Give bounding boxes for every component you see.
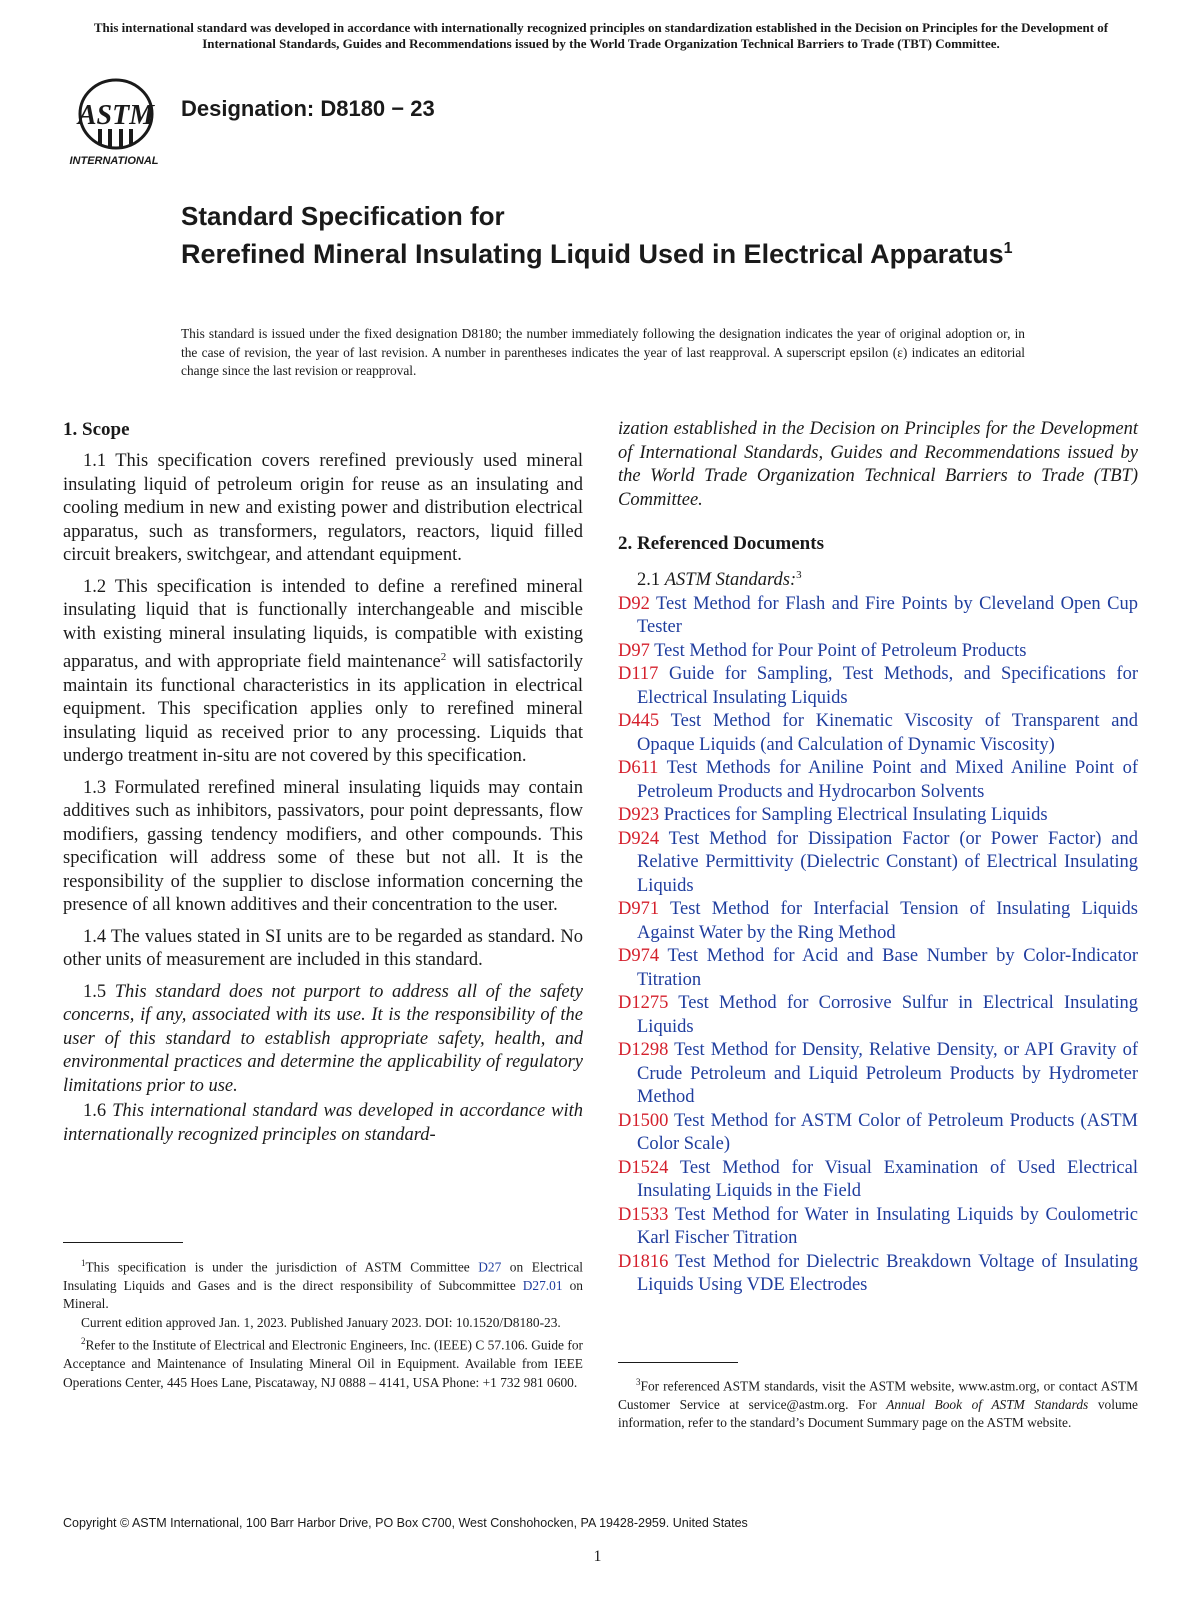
para-1-1: 1.1 This specification covers rerefined previously used mineral insulating liquid of petroleum origin for reuse as an insulating and cooling medium in new and existing power and distribution electrical apparatus, such as transformers, regulators, reactors, liquid filled circuit breakers, switchgear, and attendant equipment. — [63, 451, 583, 565]
issuance-note: This standard is issued under the fixed designation D8180; the number immediately following the designation indicates the year of original adoption or, in the case of revision, the year of last revision. A number in parentheses indicates the year of last reapproval. A superscript epsilon (ε) indicates an editorial change since the last revision or reapproval. — [181, 326, 1025, 378]
reference-title-link[interactable]: Test Method for Corrosive Sulfur in Electrical Insulating Liquids — [637, 993, 1138, 1037]
footnote-rule-left — [63, 1242, 183, 1243]
para-1-5: 1.5 This standard does not purport to address all of the safety concerns, if any, associated with its use. It is the responsibility of the user of this standard to establish appropriate safety, health, and environmental practices and determine the applicability of regulatory limitations prior to use. — [63, 981, 583, 1096]
reference-title-link[interactable]: Test Method for Density, Relative Density, or API Gravity of Crude Petroleum and Liquid Petroleum Products by Hydrometer Method — [637, 1040, 1138, 1108]
reference-item[interactable] — [618, 663, 1138, 710]
reference-title-link[interactable]: Test Method for ASTM Color of Petroleum Products (ASTM Color Scale) — [637, 1110, 1138, 1155]
reference-item[interactable] — [618, 898, 1138, 945]
reference-title-link[interactable]: Test Method for Pour Point of Petroleum Products — [649, 640, 1027, 661]
reference-item[interactable] — [618, 710, 1138, 757]
reference-code-link[interactable]: D923 — [618, 805, 660, 826]
reference-item[interactable] — [618, 1039, 1138, 1110]
reference-title-link[interactable]: Test Method for Flash and Fire Points by Cleveland Open Cup Tester — [637, 593, 1138, 638]
reference-code-link[interactable]: D974 — [618, 946, 660, 967]
reference-item[interactable] — [618, 804, 1138, 828]
reference-title-link[interactable]: Test Method for Acid and Base Number by Color-Indicator Titration — [637, 946, 1138, 990]
reference-code-link[interactable]: D1816 — [618, 1251, 669, 1272]
reference-code-link[interactable]: D971 — [618, 899, 660, 920]
reference-item[interactable] — [618, 1251, 1138, 1298]
scope-heading: 1. Scope — [63, 419, 130, 440]
reference-item[interactable] — [618, 992, 1138, 1039]
reference-code-link[interactable]: D1524 — [618, 1157, 669, 1178]
astm-logo — [64, 74, 164, 168]
reference-item[interactable] — [618, 1204, 1138, 1251]
reference-title-link[interactable]: Test Methods for Aniline Point and Mixed Aniline Point of Petroleum Products and Hydrocarbon Solvents — [637, 758, 1138, 802]
copyright-line: Copyright © ASTM International, 100 Barr Harbor Drive, PO Box C700, West Conshohocken, PA 19428-2959. United States — [63, 1516, 748, 1530]
para-1-6-continued: ization established in the Decision on Principles for the Development of International Standards, Guides and Recommendations issued by the World Trade Organization Technical Barriers to Trade (TBT) Committee. — [618, 419, 1138, 510]
footnote-rule-right — [618, 1362, 738, 1363]
footnote-ref-2: 2 — [440, 651, 447, 663]
title-line-2 — [181, 232, 1081, 271]
reference-code-link[interactable]: D1275 — [618, 993, 669, 1014]
footnotes-right — [618, 1373, 1138, 1433]
left-column — [63, 418, 583, 1155]
reference-code-link[interactable]: D1533 — [618, 1204, 669, 1225]
reference-title-link[interactable]: Test Method for Water in Insulating Liquids by Coulometric Karl Fischer Titration — [637, 1204, 1138, 1249]
reference-item[interactable] — [618, 828, 1138, 899]
title-line-1: Standard Specification for — [181, 201, 505, 231]
reference-code-link[interactable]: D1500 — [618, 1110, 669, 1131]
reference-title-link[interactable]: Test Method for Dissipation Factor (or Power Factor) and Relative Permittivity (Dielectric Constant) of Electrical Insulating Liquids — [637, 828, 1138, 896]
footnotes-left — [63, 1254, 583, 1392]
document-title — [181, 200, 1081, 271]
reference-item[interactable] — [618, 1110, 1138, 1157]
title-main: Rerefined Mineral Insulating Liquid Used in Electrical Apparatus — [181, 239, 1004, 269]
reference-list — [618, 593, 1138, 1298]
reference-code-link[interactable]: D611 — [618, 758, 659, 779]
reference-title-link[interactable]: Practices for Sampling Electrical Insulating Liquids — [659, 805, 1048, 826]
designation: Designation: D8180 − 23 — [181, 96, 435, 121]
reference-item[interactable] — [618, 945, 1138, 992]
reference-code-link[interactable]: D97 — [618, 640, 650, 661]
subcommittee-d27-01-link[interactable]: D27.01 — [522, 1277, 563, 1293]
astm-standards-subheading: 2.1 ASTM Standards:$^3$ — [637, 569, 802, 591]
reference-code-link[interactable]: D92 — [618, 593, 650, 614]
footnote-2: $^2$Refer to the Institute of Electrical and Electronic Engineers, Inc. (IEEE) C 57.106. Guide for Acceptance and Maintenance of Insulating Mineral Oil in Equipment. Available from IEEE Operations Center, 445 Hoes Lane, Piscataway, NJ 0888 – 4141, USA Phone: +1 732 981 0600. — [63, 1336, 583, 1390]
svg-text:ASTM: ASTM — [77, 100, 155, 131]
references-heading: 2. Referenced Documents — [618, 533, 824, 554]
footnote-1-edition: Current edition approved Jan. 1, 2023. Published January 2023. DOI: 10.1520/D8180-23. — [81, 1314, 561, 1330]
footnote-1: $^1$This specification is under the jurisdiction of ASTM Committee D27 on Electrical Insulating Liquids and Gases and is the direct responsibility of Subcommittee D27.01 on Mineral. — [63, 1258, 583, 1312]
para-1-4: 1.4 The values stated in SI units are to be regarded as standard. No other units of measurement are included in this standard. — [63, 926, 583, 971]
reference-code-link[interactable]: D1298 — [618, 1040, 669, 1061]
committee-d27-link[interactable]: D27 — [478, 1259, 502, 1275]
reference-code-link[interactable]: D445 — [618, 711, 660, 732]
right-column — [618, 418, 1138, 1298]
reference-title-link[interactable]: Guide for Sampling, Test Methods, and Specifications for Electrical Insulating Liquids — [637, 664, 1138, 708]
reference-title-link[interactable]: Test Method for Kinematic Viscosity of Transparent and Opaque Liquids (and Calculation of Dynamic Viscosity) — [637, 711, 1138, 755]
reference-item[interactable] — [618, 757, 1138, 804]
reference-title-link[interactable]: Test Method for Visual Examination of Used Electrical Insulating Liquids in the Field — [637, 1157, 1138, 1202]
page-number: 1 — [593, 1548, 602, 1565]
footnote-3: $^3$For referenced ASTM standards, visit the ASTM website, www.astm.org, or contact ASTM Customer Service at service@astm.org. For Annual Book of ASTM Standards volume information, refer to the standard’s Document Summary page on the ASTM website. — [618, 1377, 1138, 1431]
reference-title-link[interactable]: Test Method for Dielectric Breakdown Voltage of Insulating Liquids Using VDE Electrodes — [637, 1251, 1138, 1296]
reference-code-link[interactable]: D924 — [618, 828, 660, 849]
reference-code-link[interactable]: D117 — [618, 664, 659, 685]
reference-item[interactable] — [618, 1157, 1138, 1204]
wto-notice: This international standard was developed in accordance with internationally recognized principles on standardization established in the Decision on Principles for the Development of International Standards, Guides and Recommendations issued by the World Trade Organization Technical Barriers to Trade (TBT) Committee. — [93, 20, 1109, 51]
para-1-6: 1.6 This international standard was developed in accordance with internationally recognized principles on standard- — [63, 1101, 584, 1145]
svg-text:INTERNATIONAL: INTERNATIONAL — [69, 155, 159, 167]
title-footnote-mark: 1 — [1003, 240, 1013, 257]
reference-title-link[interactable]: Test Method for Interfacial Tension of Insulating Liquids Against Water by the Ring Method — [637, 899, 1138, 943]
para-1-2: 1.2 This specification is intended to define a rerefined mineral insulating liquid that is functionally interchangeable and miscible with existing mineral insulating liquids, is compatible with existing apparatus, and with appropriate field maintenance$^2$ will satisfactorily maintain its functional characteristics in its application in electrical equipment. This specification applies only to rerefined mineral insulating liquid as received prior to any processing. Liquids that undergo treatment in-situ are not covered by this specification. — [63, 576, 583, 767]
para-1-3: 1.3 Formulated rerefined mineral insulating liquids may contain additives such as inhibitors, passivators, pour point depressants, flow modifiers, gassing tendency modifiers, and other compounds. This specification will address some of these but not all. It is the responsibility of the supplier to disclose information concerning the presence of all known additives and their concentration to the user. — [63, 777, 583, 916]
astm-logo-icon — [64, 74, 164, 168]
reference-item[interactable] — [618, 593, 1138, 640]
reference-item[interactable] — [618, 640, 1138, 664]
